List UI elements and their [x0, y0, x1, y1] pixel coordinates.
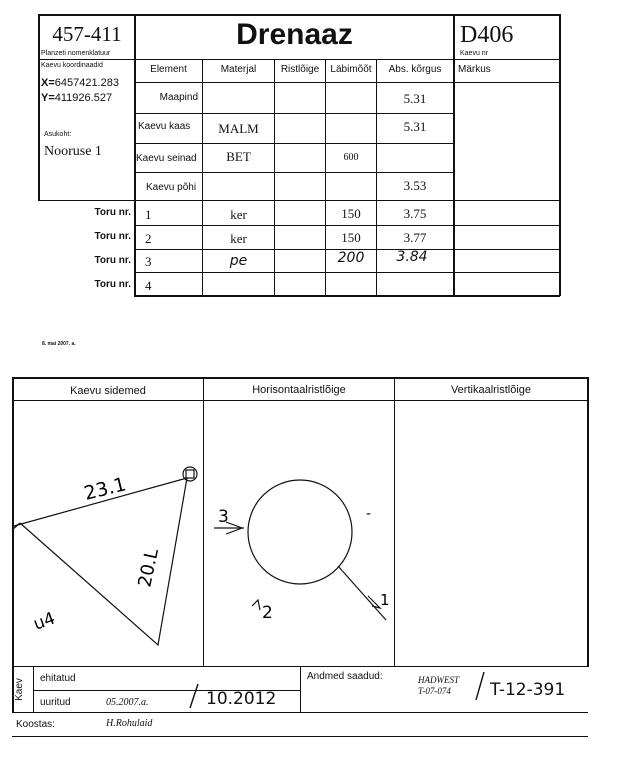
measure-side: 20.L	[134, 546, 163, 590]
pipe-1-abs-height: 3.75	[403, 206, 427, 221]
row-abs-height-cover: 5.31	[403, 119, 427, 134]
measure-left: u4	[30, 608, 59, 635]
col-header-material: Materjal	[220, 64, 257, 75]
pipe-label-1: 1	[380, 591, 390, 609]
pipe-1-number: 1	[145, 207, 152, 222]
data-source-company: HADWEST	[418, 675, 459, 685]
sketch-header-vertical: Vertikaalristlõige	[450, 384, 532, 396]
coordinates-label: Kaevu koordinaadid	[41, 62, 103, 69]
coord-y-value: 411926.527	[54, 92, 113, 104]
surveyed-separator	[190, 684, 198, 708]
row-element-ground: Maapind	[159, 92, 198, 103]
pipe-3-diameter: 200	[337, 250, 365, 266]
source-separator	[476, 672, 484, 700]
pipe-1-diameter: 150	[341, 206, 361, 221]
pipe-3-number: 3	[145, 254, 152, 269]
data-source-new: T-12-391	[490, 680, 566, 700]
pipe-3-abs-height: 3.84	[396, 249, 428, 265]
pipe-2-material: ker	[230, 231, 247, 246]
row-element-cover: Kaevu kaas	[138, 121, 191, 132]
compiled-label: Koostas:	[16, 719, 55, 730]
surveyed-label: uuritud	[40, 697, 71, 708]
pipe-4-number: 4	[145, 278, 152, 293]
coord-x-value: 6457421.283	[54, 77, 119, 89]
col-header-abs-height: Abs. kõrgus	[388, 64, 442, 75]
pipe-2-diameter: 150	[341, 230, 361, 245]
pipe-2-number: 2	[145, 231, 152, 246]
row-abs-height-bottom: 3.53	[403, 178, 427, 193]
pipe-2-label: Toru nr.	[94, 231, 131, 242]
data-from-label: Andmed saadud:	[307, 671, 383, 682]
pipe-4-label: Toru nr.	[94, 279, 131, 290]
built-label: ehitatud	[40, 673, 76, 684]
well-number: D406	[460, 22, 514, 48]
row-abs-height-ground: 5.31	[403, 91, 427, 106]
col-header-element: Element	[150, 64, 187, 75]
pipe-label-2: 2	[262, 603, 273, 623]
page-title: Drenaaz	[236, 18, 353, 51]
data-source-code: T-07-074	[418, 686, 451, 696]
row-material-cover: MALM	[218, 121, 259, 136]
dash-mark: -	[366, 506, 372, 522]
pipe-3-material: pe	[229, 253, 248, 269]
coord-x-label: X=	[41, 77, 55, 89]
location-value: Nooruse 1	[44, 144, 102, 159]
pipe-1-material: ker	[230, 207, 247, 222]
col-header-cross-section: Ristlõige	[280, 64, 320, 75]
surveyed-date: 05.2007.a.	[106, 697, 149, 708]
row-element-bottom: Kaevu põhi	[146, 182, 197, 193]
row-diameter-walls: 600	[343, 152, 359, 163]
kaev-label: Kaev	[13, 678, 25, 701]
col-header-diameter: Läbimõõt	[330, 64, 372, 75]
sketch-header-horizontal: Horisontaalristlõige	[252, 384, 346, 396]
row-element-walls: Kaevu seinad	[136, 153, 197, 164]
location-label: Asukoht:	[44, 131, 72, 138]
date-stamp: 8. mai 2007. a.	[42, 341, 76, 347]
sketch-header-connections: Kaevu sidemed	[70, 385, 146, 397]
compiled-by: H.Rohulaid	[106, 718, 153, 729]
map-sheet-label: Planzeti nomenklatuur	[41, 50, 111, 57]
pipe-3-label: Toru nr.	[94, 255, 131, 266]
pipe-label-3: 3	[218, 507, 229, 527]
pipe-2-abs-height: 3.77	[403, 230, 427, 245]
surveyed-date-new: 10.2012	[206, 689, 277, 709]
measure-top: 23.1	[81, 473, 129, 505]
map-sheet-number: 457-411	[52, 22, 122, 46]
coord-y-label: Y=	[41, 92, 55, 104]
col-header-remarks: Märkus	[458, 64, 491, 75]
pipe-1-label: Toru nr.	[94, 207, 131, 218]
row-material-walls: BET	[226, 149, 251, 164]
well-number-label: Kaevu nr	[460, 50, 489, 57]
